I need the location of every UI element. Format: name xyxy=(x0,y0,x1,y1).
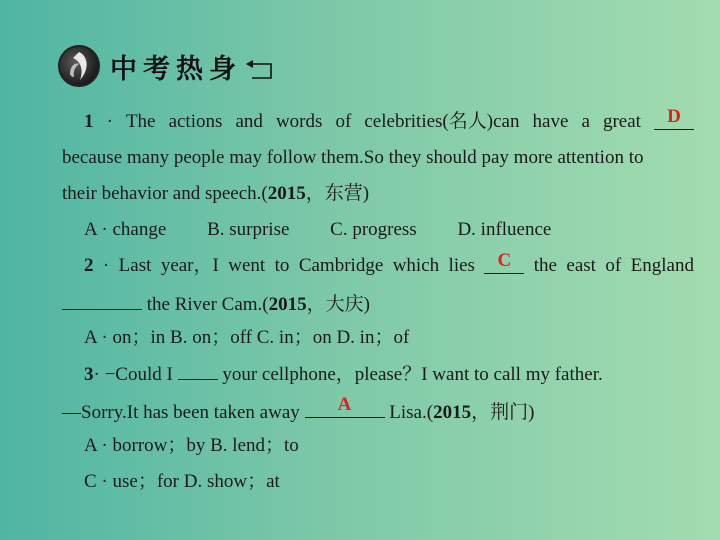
q1-line-2: because many people may follow them.So they should pay more attention to xyxy=(62,147,644,168)
q2-answer-blank xyxy=(484,250,524,274)
q2-line-1 xyxy=(84,250,694,278)
q3-first-blank xyxy=(178,360,218,380)
q1-line-1 xyxy=(84,106,694,134)
q1-option-c: C. progress xyxy=(330,219,417,240)
q1-source-text: their behavior and speech.( xyxy=(62,183,268,204)
q3-answer-blank xyxy=(305,394,385,418)
q2-word: year，I xyxy=(160,255,219,276)
q2-word: the xyxy=(533,255,557,276)
q2-word: of xyxy=(605,255,622,276)
q2-number: 2 xyxy=(84,255,94,276)
q2-text: the River Cam.( xyxy=(142,294,269,315)
q1-source-year: 2015 xyxy=(267,183,306,204)
q1-word: celebrities(名人)can xyxy=(364,111,520,132)
q1-word: and xyxy=(235,111,263,132)
section-header xyxy=(58,44,274,88)
q1-answer-blank xyxy=(654,106,694,130)
q1-word: have xyxy=(532,111,569,132)
q2-word: to xyxy=(274,255,290,276)
q1-option-a: A · change xyxy=(84,219,167,240)
return-arrow-icon xyxy=(244,58,274,85)
q1-word: words xyxy=(275,111,323,132)
q1-source-city: ，东营) xyxy=(305,183,370,204)
q2-word: Cambridge xyxy=(298,255,384,276)
q3-line-2 xyxy=(62,394,694,425)
q3-text: —Sorry.It has been taken away xyxy=(62,402,305,423)
q2-word: went xyxy=(228,255,266,276)
q1-options xyxy=(84,218,694,242)
q3-text: Lisa.( xyxy=(384,402,434,423)
q3-options-1: A · borrow；by B. lend；to xyxy=(84,435,299,456)
q2-answer: C xyxy=(497,250,512,271)
q1-answer: D xyxy=(667,106,681,127)
q3-answer: A xyxy=(337,394,352,415)
q1-word: of xyxy=(335,111,352,132)
q1-option-d: D. influence xyxy=(457,219,552,240)
q1-number: 1 xyxy=(84,111,94,132)
q3-source-city: ，荆门) xyxy=(471,402,535,423)
q2-line-2 xyxy=(62,290,694,317)
q3-source-year: 2015 xyxy=(433,402,472,423)
q2-word: which xyxy=(392,255,440,276)
q3-text: your cellphone，please？I want to call my father. xyxy=(217,364,603,385)
q2-word: Last xyxy=(118,255,152,276)
q1-word: great xyxy=(602,111,641,132)
q1-word: a xyxy=(581,111,590,132)
q1-word: The xyxy=(125,111,156,132)
q2-word: east xyxy=(566,255,596,276)
q3-text: · −Could I xyxy=(93,364,178,385)
q1-line-3 xyxy=(62,182,694,206)
q2-word: · xyxy=(102,255,110,276)
q1-option-b: B. surprise xyxy=(207,219,290,240)
logo-icon xyxy=(58,45,100,87)
q1-word: · xyxy=(106,111,113,132)
q2-source-city: ，大庆) xyxy=(306,294,370,315)
section-title: 中考热身 xyxy=(110,53,242,85)
q2-options: A · on；in B. on；off C. in；on D. in；of xyxy=(84,327,410,348)
q2-second-blank xyxy=(62,290,142,310)
q3-number: 3 xyxy=(84,364,94,385)
q3-line-1 xyxy=(84,360,694,387)
q2-word: England xyxy=(630,255,694,276)
q2-source-year: 2015 xyxy=(268,294,307,315)
q2-word: lies xyxy=(448,255,475,276)
q3-options-2: C · use；for D. show；at xyxy=(84,471,280,492)
q1-word: actions xyxy=(168,111,223,132)
